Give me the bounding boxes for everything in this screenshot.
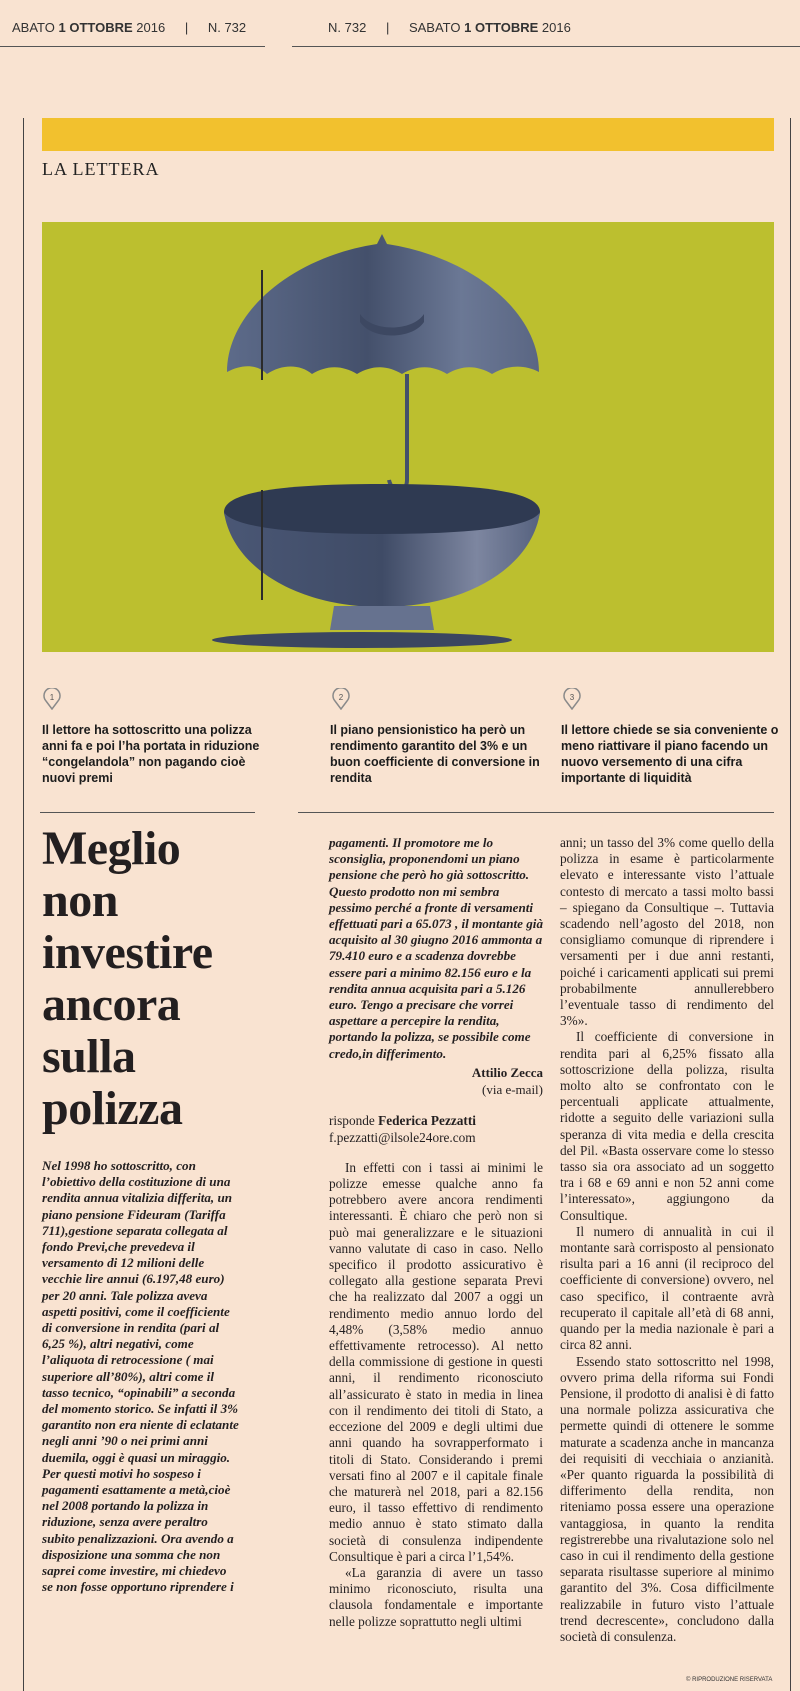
answer-paragraph: Il numero di annualità in cui il montante sarà corrisposto al pensionato risulta pari a 16 anni (il reciproco del coefficiente di conversione) ovvero, nel caso specifico, il contraente avrà recuperato il capitale all’età di 68 anni, quando per la media nazionale è pari a circa 82 anni. xyxy=(560,1223,774,1353)
headline: Meglio non investire ancora sulla polizza xyxy=(42,822,213,1135)
bullet-marker-1 xyxy=(43,688,61,715)
answer-paragraph: In effetti con i tassi ai minimi le polizze emesse qualche anno fa potrebbero avere ancora rendimenti interessanti. È chiaro che però non si può mai generalizzare e le situazioni vanno valutate di caso in caso. Nello specifico il prodotto assicurativo è collegato alla gestione separata Previ che ha realizzato dal 2007 a oggi un rendimento medio annuo lordo del 4,48% (3,58% medio annuo effettivamente retrocesso). Al netto della commissione di gestione in questi anni, il rendimento riconosciuto all’assicurato è stato in media in linea con il rendimento dei titoli di Stato, a eccezione del 2009 e degli ultimi due anni quando ha sovrapperformato i titoli di Stato. Considerando i premi versati fino al 2007 e il capitale finale che maturerà nel 2018, pari a 82.156 euro, il tasso effettivo di rendimento medio annuo è stato stimato dalla società di consulenza indipendente Consultique è pari a circa l’1,54%. xyxy=(329,1159,543,1564)
section-color-bar xyxy=(42,118,774,151)
answer-paragraph: «La garanzia di avere un tasso minimo riconosciuto, risulta una clausola fondamentale e importante nelle polizze soprattutto negli ultimi xyxy=(329,1564,543,1629)
umbrella-handle xyxy=(389,374,407,491)
header-rule-left xyxy=(0,46,265,47)
illustration xyxy=(42,222,774,652)
bowl-foot xyxy=(330,606,434,630)
article-rule-right xyxy=(298,812,774,813)
letter-via: (via e-mail) xyxy=(482,1081,543,1097)
header-right: N. 732 | SABATO 1 OTTOBRE 2016 xyxy=(328,20,571,35)
answer-paragraph: Essendo stato sottoscritto nel 1998, ovvero prima della riforma sui Fondi Pensione, il prodotto di analisi è di fatto una normale polizza assicurativa che permette quindi di ottenere le somme maturate a scadenza anche in mancanza dei requisiti di vecchiaia o anzianità. «Per quanto riguarda la possibilità di differimento della rendita, non riteniamo possa essere una operazione vantaggiosa, in quanto la rendita registrerebbe una rivalutazione solo nel caso in cui il rendimento della gestione separata risultasse superiore al minimo garantito del 3%. Cosa difficilmente realizzabile in futuro visto l’attuale trend decrescente», concludono dalla società di consulenza. xyxy=(560,1353,774,1644)
bullet-marker-3 xyxy=(563,688,581,715)
umbrella-canopy xyxy=(227,234,539,374)
copyright-note: © RIPRODUZIONE RISERVATA xyxy=(686,1677,773,1683)
bullet-2: Il piano pensionistico ha però un rendimento garantito del 3% e un buon coefficiente di conversione in rendita xyxy=(330,723,540,785)
answer-email: f.pezzatti@ilsole24ore.com xyxy=(329,1129,476,1145)
page-right-rule xyxy=(790,118,791,1691)
answer-byline: risponde Federica Pezzatti xyxy=(329,1112,476,1128)
answer-paragraph: anni; un tasso del 3% come quello della polizza in esame è particolarmente elevato e interessante visto l’attuale contesto di mercato a tassi molto bassi – spiegano da Consultique –. Tuttavia scadendo nell’agosto del 2018, non consigliamo comunque di riprendere i versamenti per i due anni restanti, poiché i caricamenti applicati sui premi probabilmente annullerebbero l’eventuale tasso di rendimento del 3%». xyxy=(560,835,774,1029)
page-left-rule xyxy=(23,118,24,1691)
bullet-number: 1 xyxy=(49,693,55,702)
letter-column-2: pagamenti. Il promotore me lo sconsiglia, proponendomi un piano pensione che però ho già sottoscritto. Questo prodotto non mi sembra pessimo perché a fronte di versamenti effettuati pari a 65.073 , il montante già acquisito al 30 giugno 2016 ammonta a 79.410 euro e a scadenza dovrebbe essere pari a minimo 82.156 euro e la rendita annua acquisita pari a 5.126 euro. Tengo a precisare che vorrei aspettare a percepire la rendita, portando la polizza, se possibile come credo,in differimento. xyxy=(329,835,543,1061)
header-rule-right xyxy=(292,46,800,47)
bullet-marker-2 xyxy=(332,688,350,715)
bowl-shadow xyxy=(212,632,512,648)
section-kicker: LA LETTERA xyxy=(42,159,160,179)
umbrella-bowl-illustration xyxy=(42,222,774,652)
column-2 xyxy=(329,835,543,1630)
bullet-number: 2 xyxy=(338,693,344,702)
answer-paragraph: Il coefficiente di conversione in rendita pari al 6,25% fissato alla sottoscrizione della polizza, risulta molto alto se confrontato con le percentuali applicate attualmente, ridotte a seguito delle variazioni sulla speranza di vita media e della crescita del Pil. «Basta osservare come lo stesso tasso sia ora associato ad un soggetto tra i 68 e 69 anni e non 52 anni come l’interessato», aggiungono da Consultique. xyxy=(560,1029,774,1223)
column-3 xyxy=(560,835,774,1645)
bullet-3: Il lettore chiede se sia conveniente o meno riattivare il piano facendo un nuovo versemento di una cifra importante di liquidità xyxy=(561,723,779,785)
article-rule-left xyxy=(40,812,255,813)
letter-column-1: Nel 1998 ho sottoscritto, con l’obiettivo della costituzione di una rendita annua vitalizia differita, un piano pensione Fideuram (Tariffa 711),gestione separata collegata al fondo Previ,che prevedeva il versamento di 12 milioni delle vecchie lire annui (6.197,48 euro) per 20 anni. Tale polizza aveva aspetti positivi, come il coefficiente di conversione in rendita (pari al 6,25 %), altri negativi, come l’aliquota di retrocessione ( mai superiore all’80%), altri come il tasso tecnico, “opinabili” a seconda del momento storico. Se infatti il 3% garantito non era niente di eclatante negli anni ’90 o nei primi anni duemila, oggi è quasi un miraggio. Per questi motivi ho sospeso i pagamenti esattamente a metà,cioè nel 2008 portando la polizza in riduzione, senza avere peraltro subito penalizzazioni. Ora avendo a disposizione una somma che non saprei come investire, mi chiedevo se non fosse opportuno riprendere i xyxy=(42,1158,239,1595)
letter-signature: Attilio Zecca xyxy=(471,1064,543,1080)
bullet-number: 3 xyxy=(569,693,575,702)
bullet-1: Il lettore ha sottoscritto una polizza anni fa e poi l’ha portata in riduzione “congelandola” non pagando cioè nuovi premi xyxy=(42,723,260,785)
header-left: ABATO 1 OTTOBRE 2016 | N. 732 xyxy=(12,20,247,35)
